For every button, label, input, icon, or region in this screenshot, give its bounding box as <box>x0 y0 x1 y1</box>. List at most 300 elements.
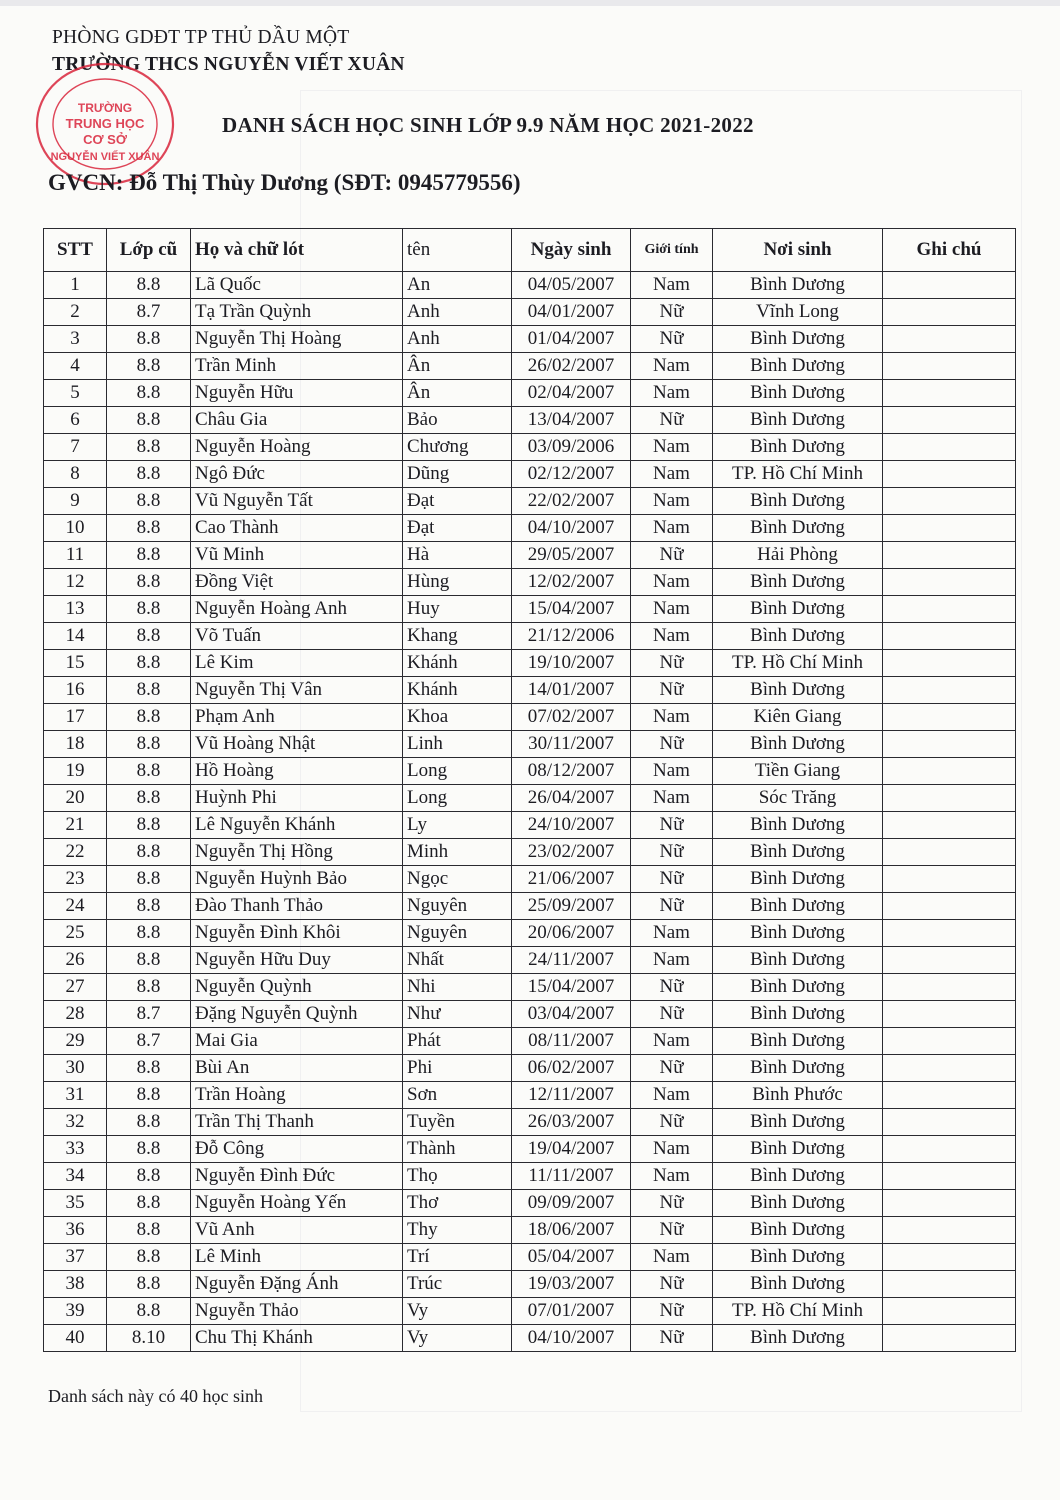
cell-birth-date: 30/11/2007 <box>512 731 631 758</box>
cell-gender: Nam <box>631 1244 713 1271</box>
cell-last-middle-name: Trần Hoàng <box>191 1082 403 1109</box>
cell-notes <box>883 947 1016 974</box>
cell-gender: Nữ <box>631 1298 713 1325</box>
cell-last-middle-name: Võ Tuấn <box>191 623 403 650</box>
cell-first-name: Ngọc <box>403 866 512 893</box>
cell-birth-date: 19/10/2007 <box>512 650 631 677</box>
table-row <box>44 677 1016 704</box>
cell-old-class: 8.8 <box>107 515 191 542</box>
cell-stt: 9 <box>44 488 107 515</box>
cell-stt: 28 <box>44 1001 107 1028</box>
cell-old-class: 8.7 <box>107 1028 191 1055</box>
table-row <box>44 704 1016 731</box>
cell-stt: 16 <box>44 677 107 704</box>
cell-birthplace: Bình Dương <box>713 515 883 542</box>
cell-birth-date: 25/09/2007 <box>512 893 631 920</box>
cell-stt: 33 <box>44 1136 107 1163</box>
cell-birthplace: Bình Dương <box>713 1163 883 1190</box>
header-gender: Giới tính <box>631 229 713 272</box>
stamp-line-3: CƠ SỞ <box>83 132 127 147</box>
cell-birth-date: 08/11/2007 <box>512 1028 631 1055</box>
cell-notes <box>883 488 1016 515</box>
cell-gender: Nam <box>631 353 713 380</box>
cell-stt: 8 <box>44 461 107 488</box>
cell-last-middle-name: Nguyễn Đình Đức <box>191 1163 403 1190</box>
cell-old-class: 8.8 <box>107 758 191 785</box>
cell-gender: Nam <box>631 569 713 596</box>
cell-first-name: Huy <box>403 596 512 623</box>
cell-gender: Nam <box>631 596 713 623</box>
cell-birthplace: Tiền Giang <box>713 758 883 785</box>
cell-birthplace: Bình Phước <box>713 1082 883 1109</box>
cell-birth-date: 19/04/2007 <box>512 1136 631 1163</box>
cell-old-class: 8.8 <box>107 650 191 677</box>
table-row <box>44 272 1016 299</box>
cell-old-class: 8.8 <box>107 407 191 434</box>
table-row <box>44 407 1016 434</box>
cell-notes <box>883 677 1016 704</box>
cell-gender: Nam <box>631 434 713 461</box>
cell-last-middle-name: Vũ Anh <box>191 1217 403 1244</box>
cell-birthplace: TP. Hồ Chí Minh <box>713 461 883 488</box>
cell-old-class: 8.8 <box>107 974 191 1001</box>
stamp-line-1: TRƯỜNG <box>77 101 133 115</box>
cell-birth-date: 04/10/2007 <box>512 515 631 542</box>
table-row <box>44 1055 1016 1082</box>
cell-gender: Nữ <box>631 731 713 758</box>
cell-gender: Nam <box>631 461 713 488</box>
cell-first-name: Phi <box>403 1055 512 1082</box>
cell-first-name: Như <box>403 1001 512 1028</box>
cell-birth-date: 19/03/2007 <box>512 1271 631 1298</box>
cell-first-name: Chương <box>403 434 512 461</box>
cell-birth-date: 09/09/2007 <box>512 1190 631 1217</box>
cell-birth-date: 12/11/2007 <box>512 1082 631 1109</box>
cell-last-middle-name: Nguyễn Hữu Duy <box>191 947 403 974</box>
cell-old-class: 8.8 <box>107 1298 191 1325</box>
cell-birthplace: Kiên Giang <box>713 704 883 731</box>
cell-last-middle-name: Huỳnh Phi <box>191 785 403 812</box>
cell-last-middle-name: Phạm Anh <box>191 704 403 731</box>
cell-stt: 13 <box>44 596 107 623</box>
cell-birthplace: Bình Dương <box>713 434 883 461</box>
cell-notes <box>883 839 1016 866</box>
cell-birth-date: 01/04/2007 <box>512 326 631 353</box>
cell-notes <box>883 461 1016 488</box>
cell-birth-date: 04/01/2007 <box>512 299 631 326</box>
cell-stt: 2 <box>44 299 107 326</box>
cell-birthplace: Bình Dương <box>713 1109 883 1136</box>
cell-stt: 14 <box>44 623 107 650</box>
cell-birth-date: 13/04/2007 <box>512 407 631 434</box>
cell-gender: Nữ <box>631 893 713 920</box>
cell-gender: Nữ <box>631 542 713 569</box>
cell-notes <box>883 920 1016 947</box>
table-row <box>44 974 1016 1001</box>
cell-gender: Nam <box>631 1163 713 1190</box>
cell-first-name: Ân <box>403 380 512 407</box>
table-row <box>44 569 1016 596</box>
cell-birth-date: 07/01/2007 <box>512 1298 631 1325</box>
table-row <box>44 1163 1016 1190</box>
cell-notes <box>883 1163 1016 1190</box>
cell-birth-date: 07/02/2007 <box>512 704 631 731</box>
cell-stt: 18 <box>44 731 107 758</box>
cell-birth-date: 12/02/2007 <box>512 569 631 596</box>
cell-old-class: 8.8 <box>107 326 191 353</box>
cell-birth-date: 26/03/2007 <box>512 1109 631 1136</box>
cell-birthplace: Bình Dương <box>713 866 883 893</box>
cell-gender: Nam <box>631 380 713 407</box>
table-row <box>44 731 1016 758</box>
cell-last-middle-name: Nguyễn Hữu <box>191 380 403 407</box>
cell-old-class: 8.8 <box>107 623 191 650</box>
cell-old-class: 8.8 <box>107 1217 191 1244</box>
cell-birthplace: Bình Dương <box>713 569 883 596</box>
cell-first-name: Ân <box>403 353 512 380</box>
cell-last-middle-name: Nguyễn Quỳnh <box>191 974 403 1001</box>
cell-birth-date: 29/05/2007 <box>512 542 631 569</box>
department-name: PHÒNG GDĐT TP THỦ DẦU MỘT <box>52 27 350 48</box>
table-row <box>44 839 1016 866</box>
cell-gender: Nam <box>631 704 713 731</box>
table-row <box>44 1298 1016 1325</box>
cell-stt: 21 <box>44 812 107 839</box>
table-row <box>44 515 1016 542</box>
cell-old-class: 8.8 <box>107 704 191 731</box>
table-row <box>44 596 1016 623</box>
cell-gender: Nữ <box>631 974 713 1001</box>
cell-birthplace: Sóc Trăng <box>713 785 883 812</box>
table-row <box>44 785 1016 812</box>
cell-last-middle-name: Tạ Trần Quỳnh <box>191 299 403 326</box>
cell-last-middle-name: Vũ Hoàng Nhật <box>191 731 403 758</box>
cell-gender: Nam <box>631 920 713 947</box>
cell-birth-date: 14/01/2007 <box>512 677 631 704</box>
cell-notes <box>883 812 1016 839</box>
cell-first-name: Long <box>403 758 512 785</box>
table-row <box>44 1271 1016 1298</box>
table-row <box>44 947 1016 974</box>
cell-birthplace: Bình Dương <box>713 353 883 380</box>
cell-notes <box>883 623 1016 650</box>
document-title: DANH SÁCH HỌC SINH LỚP 9.9 NĂM HỌC 2021-2022 <box>222 113 754 137</box>
cell-notes <box>883 866 1016 893</box>
cell-last-middle-name: Lã Quốc <box>191 272 403 299</box>
cell-stt: 32 <box>44 1109 107 1136</box>
cell-old-class: 8.8 <box>107 1190 191 1217</box>
cell-birthplace: Bình Dương <box>713 893 883 920</box>
cell-gender: Nữ <box>631 677 713 704</box>
cell-birthplace: Bình Dương <box>713 1136 883 1163</box>
header-notes: Ghi chú <box>883 229 1016 272</box>
cell-stt: 26 <box>44 947 107 974</box>
cell-notes <box>883 1055 1016 1082</box>
header-old-class: Lớp cũ <box>107 229 191 272</box>
cell-stt: 10 <box>44 515 107 542</box>
cell-gender: Nữ <box>631 299 713 326</box>
cell-old-class: 8.8 <box>107 569 191 596</box>
cell-old-class: 8.8 <box>107 1109 191 1136</box>
cell-first-name: Vy <box>403 1325 512 1352</box>
cell-last-middle-name: Nguyễn Thảo <box>191 1298 403 1325</box>
cell-notes <box>883 542 1016 569</box>
cell-first-name: Hùng <box>403 569 512 596</box>
cell-birthplace: Bình Dương <box>713 1325 883 1352</box>
cell-old-class: 8.8 <box>107 1082 191 1109</box>
table-header-row <box>44 229 1016 272</box>
cell-gender: Nữ <box>631 1001 713 1028</box>
cell-stt: 5 <box>44 380 107 407</box>
cell-stt: 20 <box>44 785 107 812</box>
cell-birth-date: 06/02/2007 <box>512 1055 631 1082</box>
cell-birth-date: 11/11/2007 <box>512 1163 631 1190</box>
cell-stt: 12 <box>44 569 107 596</box>
table-row <box>44 1217 1016 1244</box>
cell-birthplace: Bình Dương <box>713 1001 883 1028</box>
cell-birth-date: 26/04/2007 <box>512 785 631 812</box>
cell-stt: 23 <box>44 866 107 893</box>
cell-first-name: Khang <box>403 623 512 650</box>
cell-first-name: Ly <box>403 812 512 839</box>
cell-stt: 4 <box>44 353 107 380</box>
cell-notes <box>883 380 1016 407</box>
cell-stt: 31 <box>44 1082 107 1109</box>
cell-birthplace: Bình Dương <box>713 1190 883 1217</box>
cell-last-middle-name: Bùi An <box>191 1055 403 1082</box>
cell-gender: Nữ <box>631 1325 713 1352</box>
cell-notes <box>883 785 1016 812</box>
cell-last-middle-name: Đồng Việt <box>191 569 403 596</box>
cell-old-class: 8.8 <box>107 434 191 461</box>
cell-birthplace: Bình Dương <box>713 488 883 515</box>
cell-notes <box>883 704 1016 731</box>
cell-notes <box>883 1298 1016 1325</box>
cell-stt: 39 <box>44 1298 107 1325</box>
cell-stt: 35 <box>44 1190 107 1217</box>
cell-last-middle-name: Ngô Đức <box>191 461 403 488</box>
cell-gender: Nữ <box>631 866 713 893</box>
cell-old-class: 8.8 <box>107 272 191 299</box>
cell-stt: 40 <box>44 1325 107 1352</box>
table-row <box>44 1028 1016 1055</box>
table-row <box>44 380 1016 407</box>
cell-stt: 36 <box>44 1217 107 1244</box>
cell-birth-date: 04/10/2007 <box>512 1325 631 1352</box>
cell-first-name: Linh <box>403 731 512 758</box>
cell-notes <box>883 272 1016 299</box>
homeroom-teacher: GVCN: Đỗ Thị Thùy Dương (SĐT: 0945779556) <box>48 170 521 195</box>
table-row <box>44 1109 1016 1136</box>
cell-birthplace: Bình Dương <box>713 974 883 1001</box>
cell-last-middle-name: Đỗ Công <box>191 1136 403 1163</box>
cell-last-middle-name: Nguyễn Hoàng <box>191 434 403 461</box>
cell-gender: Nam <box>631 1028 713 1055</box>
cell-old-class: 8.7 <box>107 299 191 326</box>
cell-gender: Nam <box>631 947 713 974</box>
cell-old-class: 8.8 <box>107 866 191 893</box>
cell-notes <box>883 515 1016 542</box>
cell-old-class: 8.8 <box>107 893 191 920</box>
cell-notes <box>883 1190 1016 1217</box>
cell-gender: Nam <box>631 1082 713 1109</box>
cell-old-class: 8.8 <box>107 839 191 866</box>
cell-gender: Nữ <box>631 650 713 677</box>
table-row <box>44 326 1016 353</box>
cell-birth-date: 05/04/2007 <box>512 1244 631 1271</box>
cell-old-class: 8.8 <box>107 461 191 488</box>
cell-birthplace: Bình Dương <box>713 407 883 434</box>
cell-notes <box>883 650 1016 677</box>
table-row <box>44 461 1016 488</box>
cell-birth-date: 26/02/2007 <box>512 353 631 380</box>
cell-stt: 7 <box>44 434 107 461</box>
cell-notes <box>883 1271 1016 1298</box>
cell-birthplace: Bình Dương <box>713 947 883 974</box>
cell-old-class: 8.8 <box>107 920 191 947</box>
cell-birthplace: Vĩnh Long <box>713 299 883 326</box>
cell-stt: 22 <box>44 839 107 866</box>
header-stt: STT <box>44 229 107 272</box>
cell-birthplace: Bình Dương <box>713 596 883 623</box>
cell-birth-date: 20/06/2007 <box>512 920 631 947</box>
scan-top-edge <box>0 0 1060 6</box>
stamp-line-2: TRUNG HỌC <box>65 116 145 131</box>
cell-notes <box>883 758 1016 785</box>
cell-last-middle-name: Châu Gia <box>191 407 403 434</box>
cell-first-name: Trí <box>403 1244 512 1271</box>
table-row <box>44 488 1016 515</box>
cell-notes <box>883 1136 1016 1163</box>
cell-last-middle-name: Đặng Nguyễn Quỳnh <box>191 1001 403 1028</box>
cell-old-class: 8.8 <box>107 677 191 704</box>
table-row <box>44 542 1016 569</box>
cell-old-class: 8.8 <box>107 353 191 380</box>
cell-birth-date: 02/04/2007 <box>512 380 631 407</box>
cell-old-class: 8.8 <box>107 731 191 758</box>
table-row <box>44 893 1016 920</box>
cell-gender: Nam <box>631 272 713 299</box>
cell-notes <box>883 569 1016 596</box>
cell-old-class: 8.7 <box>107 1001 191 1028</box>
cell-birth-date: 18/06/2007 <box>512 1217 631 1244</box>
cell-old-class: 8.8 <box>107 785 191 812</box>
cell-birthplace: Bình Dương <box>713 1217 883 1244</box>
cell-last-middle-name: Trần Thị Thanh <box>191 1109 403 1136</box>
cell-notes <box>883 1244 1016 1271</box>
cell-first-name: Dũng <box>403 461 512 488</box>
cell-first-name: Nguyên <box>403 893 512 920</box>
table-row <box>44 1136 1016 1163</box>
cell-last-middle-name: Mai Gia <box>191 1028 403 1055</box>
table-row <box>44 1001 1016 1028</box>
cell-stt: 29 <box>44 1028 107 1055</box>
cell-notes <box>883 407 1016 434</box>
cell-stt: 15 <box>44 650 107 677</box>
cell-stt: 1 <box>44 272 107 299</box>
cell-first-name: Tuyền <box>403 1109 512 1136</box>
cell-gender: Nam <box>631 488 713 515</box>
cell-stt: 24 <box>44 893 107 920</box>
cell-first-name: Thành <box>403 1136 512 1163</box>
cell-last-middle-name: Lê Nguyễn Khánh <box>191 812 403 839</box>
cell-first-name: Anh <box>403 299 512 326</box>
cell-birthplace: TP. Hồ Chí Minh <box>713 1298 883 1325</box>
table-row <box>44 299 1016 326</box>
cell-first-name: Trúc <box>403 1271 512 1298</box>
student-list-table <box>43 228 1016 1352</box>
cell-birth-date: 15/04/2007 <box>512 974 631 1001</box>
cell-gender: Nữ <box>631 1190 713 1217</box>
cell-notes <box>883 1082 1016 1109</box>
cell-notes <box>883 731 1016 758</box>
school-name: TRƯỜNG THCS NGUYỄN VIẾT XUÂN <box>52 54 405 75</box>
cell-stt: 6 <box>44 407 107 434</box>
cell-old-class: 8.8 <box>107 380 191 407</box>
cell-first-name: Đạt <box>403 515 512 542</box>
cell-first-name: Nguyên <box>403 920 512 947</box>
table-row <box>44 623 1016 650</box>
cell-birth-date: 24/10/2007 <box>512 812 631 839</box>
cell-gender: Nam <box>631 1136 713 1163</box>
cell-birthplace: Bình Dương <box>713 1028 883 1055</box>
cell-stt: 30 <box>44 1055 107 1082</box>
cell-birth-date: 02/12/2007 <box>512 461 631 488</box>
cell-birthplace: Bình Dương <box>713 1244 883 1271</box>
cell-last-middle-name: Nguyễn Thị Hoàng <box>191 326 403 353</box>
cell-birth-date: 03/09/2006 <box>512 434 631 461</box>
cell-first-name: Minh <box>403 839 512 866</box>
header-last-middle-name: Họ và chữ lót <box>191 229 403 272</box>
cell-stt: 37 <box>44 1244 107 1271</box>
cell-birthplace: Bình Dương <box>713 1055 883 1082</box>
cell-notes <box>883 893 1016 920</box>
table-row <box>44 758 1016 785</box>
cell-last-middle-name: Vũ Minh <box>191 542 403 569</box>
cell-gender: Nữ <box>631 812 713 839</box>
cell-last-middle-name: Nguyễn Thị Vân <box>191 677 403 704</box>
cell-old-class: 8.10 <box>107 1325 191 1352</box>
cell-last-middle-name: Lê Minh <box>191 1244 403 1271</box>
cell-gender: Nam <box>631 785 713 812</box>
cell-last-middle-name: Chu Thị Khánh <box>191 1325 403 1352</box>
cell-old-class: 8.8 <box>107 812 191 839</box>
cell-birthplace: Bình Dương <box>713 380 883 407</box>
cell-first-name: An <box>403 272 512 299</box>
cell-old-class: 8.8 <box>107 596 191 623</box>
table-row <box>44 650 1016 677</box>
cell-last-middle-name: Hồ Hoàng <box>191 758 403 785</box>
table-row <box>44 812 1016 839</box>
cell-birthplace: Bình Dương <box>713 326 883 353</box>
table-row <box>44 866 1016 893</box>
cell-birthplace: Bình Dương <box>713 272 883 299</box>
cell-first-name: Hà <box>403 542 512 569</box>
cell-notes <box>883 596 1016 623</box>
cell-first-name: Anh <box>403 326 512 353</box>
cell-birthplace: TP. Hồ Chí Minh <box>713 650 883 677</box>
cell-birthplace: Bình Dương <box>713 839 883 866</box>
cell-birth-date: 08/12/2007 <box>512 758 631 785</box>
cell-gender: Nữ <box>631 1217 713 1244</box>
cell-birthplace: Bình Dương <box>713 812 883 839</box>
cell-notes <box>883 434 1016 461</box>
cell-notes <box>883 1109 1016 1136</box>
cell-birth-date: 04/05/2007 <box>512 272 631 299</box>
cell-birth-date: 21/12/2006 <box>512 623 631 650</box>
cell-old-class: 8.8 <box>107 1136 191 1163</box>
table-row <box>44 1190 1016 1217</box>
